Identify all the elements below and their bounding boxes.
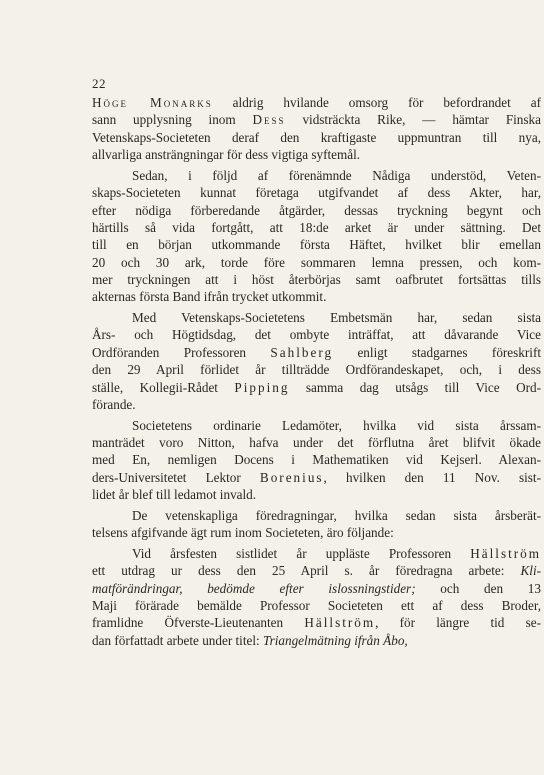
text-run: ders-Universitetet Lektor	[92, 469, 260, 485]
text-line	[92, 111, 541, 128]
text-line	[92, 288, 541, 305]
text-run: enligt stadgarnes föreskrift	[333, 344, 541, 360]
page-number: 22	[92, 76, 106, 91]
text-line	[92, 94, 541, 111]
text-run-spaced: Pipping	[234, 379, 290, 395]
text-run: Vetenskaps-Societeten deraf den kraftigaste uppmuntran till nya,	[92, 129, 541, 145]
text-run: och den 13	[415, 580, 541, 596]
text-run-spaced: Hällström	[470, 546, 541, 562]
text-line	[92, 507, 541, 524]
text-line	[92, 434, 541, 451]
paragraph	[92, 545, 541, 649]
text-run: akternas första Band ifrån trycket utkommit.	[92, 289, 327, 305]
text-run: , hvilken den 11 Nov. sist-	[323, 469, 541, 485]
text-run: , för längre tid se-	[375, 615, 541, 631]
text-run-ital: Kli-	[520, 563, 541, 579]
text-run: manträdet voro Nitton, hafva under det förflutna året blifvit ökade	[92, 435, 541, 451]
text-run-ital: Triangelmätning ifrån Åbo,	[263, 632, 408, 648]
text-line	[92, 271, 541, 288]
text-run-spaced: Hällström	[304, 615, 376, 631]
text-line	[92, 184, 541, 201]
text-run-spaced: Borenius	[259, 469, 324, 485]
text-line	[92, 597, 541, 614]
text-run: mer tryckningen att i höst återbörjas samt oafbrutet fortsättas tills	[92, 271, 541, 287]
text-run: Societetens ordinarie Ledamöter, hvilka vid sista årssam-	[132, 417, 541, 433]
text-line	[92, 146, 541, 163]
text-line	[92, 524, 541, 541]
text-line	[92, 545, 541, 562]
text-run-caps: Höge Monarks	[92, 95, 213, 110]
text-line	[92, 451, 541, 468]
paragraph	[92, 417, 541, 504]
text-run: med En, nemligen Docens i Mathematiken vid Kejserl. Alexan-	[92, 452, 541, 468]
text-run: 20 och 30 ark, torde före sommaren lemna pressen, och kom-	[92, 254, 541, 270]
text-line	[92, 614, 541, 631]
text-run: ställe, Kollegii-Rådet	[92, 379, 235, 395]
text-run: Års- och Högtidsdag, det ombyte inträffat, att dåvarande Vice	[92, 327, 541, 343]
text-line	[92, 361, 541, 378]
text-run: sann upplysning inom	[92, 112, 253, 128]
text-run: allvarliga ansträngningar för dess vigtiga syftemål.	[92, 147, 361, 163]
text-run: efter nödiga förberedande åtgärder, dessas tryckning begynt och	[92, 202, 541, 218]
text-line	[92, 202, 541, 219]
text-run: till en början utkommande första Häftet, hvilket blir emellan	[92, 237, 541, 253]
text-run: ett utdrag ur dess den 25 April s. år föredragna arbete:	[92, 563, 521, 579]
text-run: Med Vetenskaps-Societetens Embetsmän har, sedan sista	[132, 310, 541, 326]
text-line	[92, 469, 541, 486]
text-line	[92, 417, 541, 434]
text-run: telsens afgifvande ägt rum inom Societeten, äro följande:	[92, 525, 394, 541]
text-run: den 29 April förlidet år tillträdde Ordförandeskapet, och, i dess	[92, 362, 541, 378]
text-run: lidet år blef till ledamot invald.	[92, 487, 257, 503]
text-run-spaced: Sahlberg	[270, 344, 334, 360]
text-line	[92, 379, 541, 396]
text-run: dan författadt arbete under titel:	[92, 632, 263, 648]
text-run: framlidne Öfverste-Lieutenanten	[92, 615, 305, 631]
text-run: Sedan, i följd af förenämnde Nådiga understöd, Veten-	[132, 167, 541, 183]
text-line	[92, 254, 541, 271]
text-line	[92, 562, 541, 579]
text-run: De vetenskapliga föredragningar, hvilka sedan sista årsberät-	[132, 507, 541, 523]
text-run: vidsträckta Rike, — hämtar Finska	[285, 112, 541, 128]
paragraph	[92, 94, 541, 163]
text-run-ital: matförändringar, bedömde efter islossningstider;	[92, 580, 416, 596]
text-run: Vid årsfesten sistlidet år uppläste Professoren	[132, 546, 471, 562]
text-line	[92, 344, 541, 361]
text-line	[92, 129, 541, 146]
text-line	[92, 632, 541, 649]
paragraph	[92, 309, 541, 413]
text-run: skaps-Societeten kunnat företaga utgifvandet af dess Akter, har,	[92, 185, 541, 201]
text-run: Ordföranden Professoren	[92, 344, 271, 360]
text-run: aldrig hvilande omsorg för befordrandet af	[212, 95, 541, 110]
text-line	[92, 326, 541, 343]
body-text	[92, 94, 541, 653]
text-line	[92, 309, 541, 326]
text-run: samma dag utsågs till Vice Ord-	[289, 379, 541, 395]
text-line	[92, 396, 541, 413]
paragraph	[92, 507, 541, 542]
text-run: förande.	[92, 396, 136, 412]
text-run: härtills så vida fortgått, att 18:de arket är under sättning. Det	[92, 219, 541, 235]
text-line	[92, 219, 541, 236]
text-line	[92, 486, 541, 503]
paragraph	[92, 167, 541, 306]
text-run-caps: Dess	[252, 112, 286, 128]
text-line	[92, 236, 541, 253]
text-line	[92, 580, 541, 597]
text-line	[92, 167, 541, 184]
text-run: Maji förärade bemälde Professor Societeten ett af dess Broder,	[92, 598, 541, 614]
